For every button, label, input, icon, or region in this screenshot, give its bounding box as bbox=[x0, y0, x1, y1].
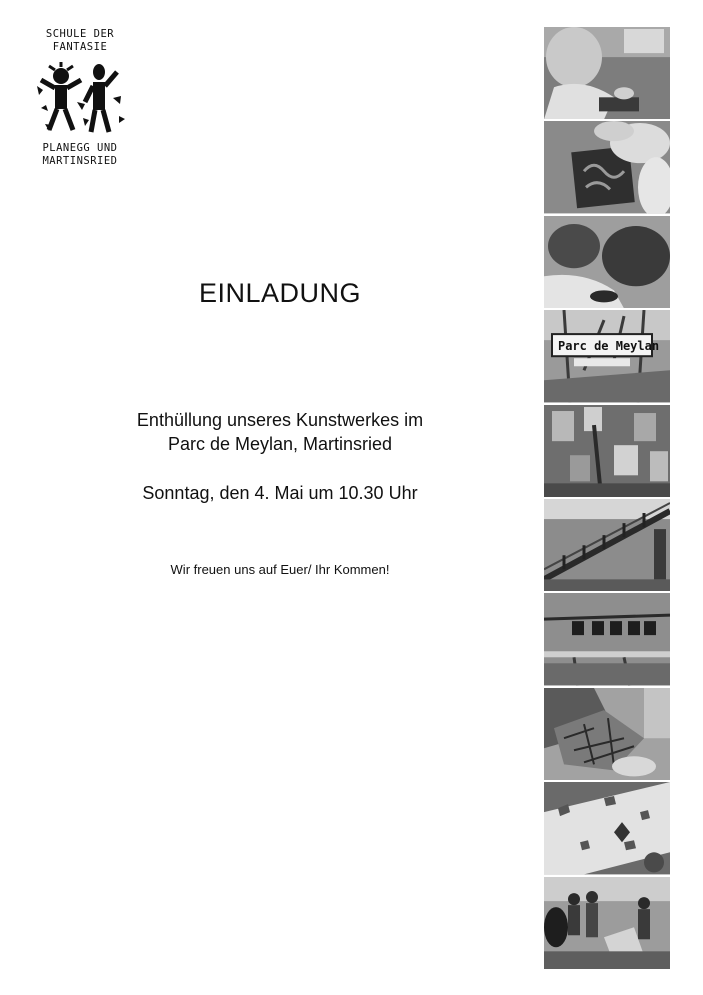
photo-hanging-pots bbox=[544, 593, 670, 685]
logo-line-4: MARTINSRIED bbox=[42, 155, 118, 167]
photo-park-sign bbox=[544, 310, 670, 402]
photo-child-crafting bbox=[544, 27, 670, 119]
park-sign-label: Parc de Meylan bbox=[558, 339, 660, 354]
logo-line-2: FANTASIE bbox=[52, 41, 108, 53]
description-line-1: Enthüllung unseres Kunstwerkes im bbox=[136, 410, 424, 430]
photo-paint-jars bbox=[544, 405, 670, 497]
school-logo bbox=[30, 28, 130, 168]
event-description bbox=[0, 408, 560, 456]
photo-hands-tile bbox=[544, 121, 670, 213]
photo-children-heads bbox=[544, 216, 670, 308]
photo-staircase bbox=[544, 499, 670, 591]
photo-people-outdoors bbox=[544, 877, 670, 969]
event-date: Sonntag, den 4. Mai um 10.30 Uhr bbox=[142, 483, 418, 503]
logo-line-3: PLANEGG UND bbox=[42, 142, 118, 154]
greeting-text: Wir freuen uns auf Euer/ Ihr Kommen! bbox=[170, 562, 390, 577]
photo-mosaic-tiles bbox=[544, 688, 670, 780]
logo-line-1: SCHULE DER bbox=[45, 28, 115, 40]
photo-paper-drawings bbox=[544, 782, 670, 874]
invitation-title: EINLADUNG bbox=[198, 278, 362, 308]
description-line-2: Parc de Meylan, Martinsried bbox=[167, 434, 393, 454]
photo-strip bbox=[544, 27, 670, 969]
figures-logo-icon bbox=[33, 58, 127, 138]
